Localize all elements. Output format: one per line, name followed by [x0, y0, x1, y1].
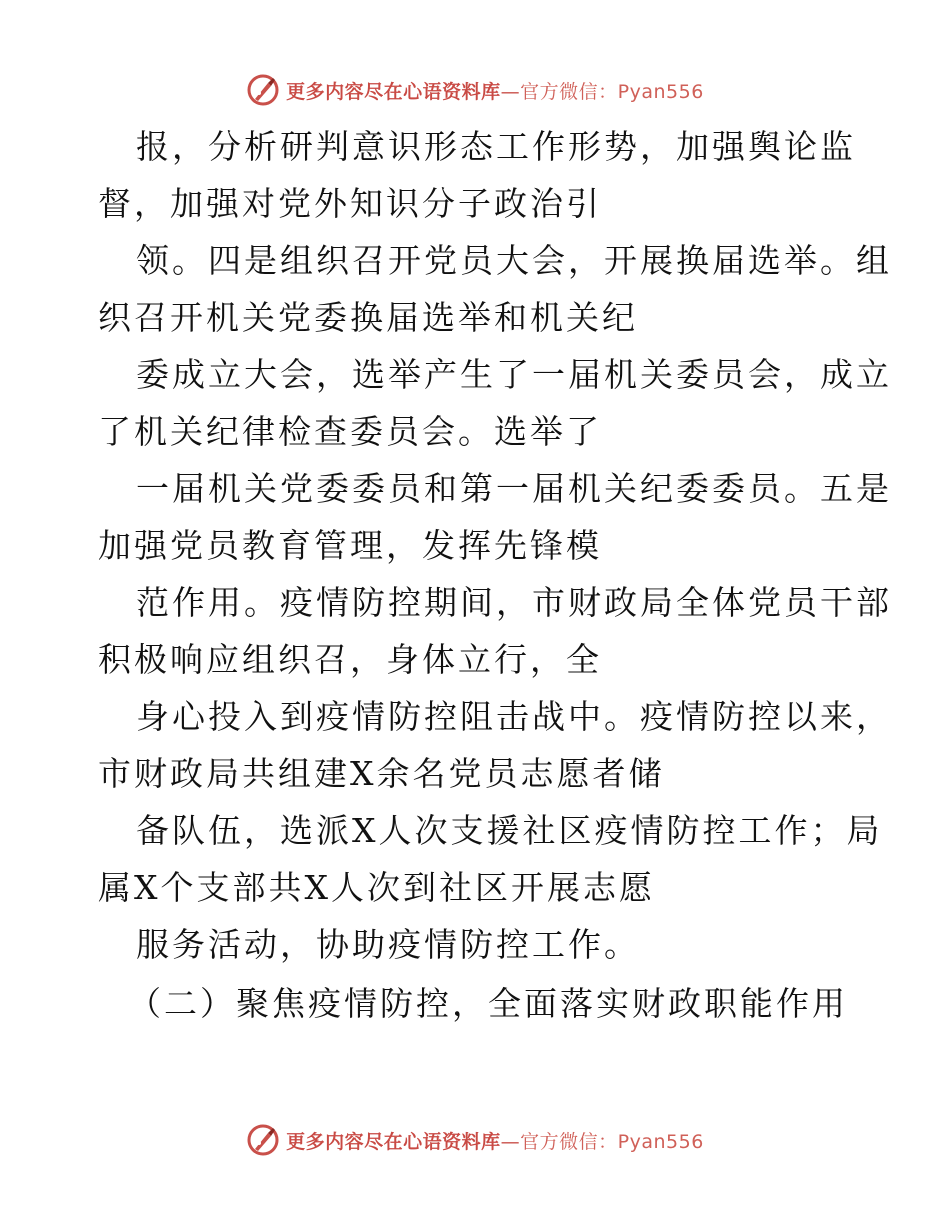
watermark-text: [286, 77, 704, 104]
paragraph-line: 积极响应组织召，身体立行，全: [98, 640, 602, 679]
paragraph-line: 报，分析研判意识形态工作形势，加强舆论监: [136, 127, 856, 166]
paragraph-line: 身心投入到疫情防控阻击战中。疫情防控以来，: [136, 697, 892, 736]
paragraph-line: 了机关纪律检查委员会。选举了: [98, 412, 602, 451]
paragraph-line: 备队伍，选派X人次支援社区疫情防控工作；局: [136, 811, 883, 850]
watermark-text: [286, 1127, 704, 1154]
paragraph-line: 市财政局共组建X余名党员志愿者储: [98, 754, 665, 793]
header-watermark: [0, 70, 950, 110]
quill-logo-icon: [246, 1123, 280, 1157]
footer-watermark: [0, 1120, 950, 1160]
paragraph-line: 范作用。疫情防控期间，市财政局全体党员干部: [136, 583, 892, 622]
paragraph-line: 织召开机关党委换届选举和机关纪: [98, 298, 638, 337]
watermark-separator: —: [500, 1130, 521, 1153]
paragraph-line: 服务活动，协助疫情防控工作。: [136, 925, 640, 964]
watermark-main: 更多内容尽在心语资料库: [286, 1130, 501, 1153]
watermark-main: 更多内容尽在心语资料库: [286, 80, 501, 103]
paragraph-line: 委成立大会，选举产生了一届机关委员会，成立: [136, 355, 892, 394]
quill-logo-icon: [246, 73, 280, 107]
paragraph-line: 督，加强对党外知识分子政治引: [98, 184, 602, 223]
watermark-wechat: 官方微信：Pyan556: [520, 1130, 704, 1153]
watermark-wechat: 官方微信：Pyan556: [520, 80, 704, 103]
paragraph-line: 加强党员教育管理，发挥先锋模: [98, 526, 602, 565]
section-heading: （二）聚焦疫情防控，全面落实财政职能作用: [128, 984, 848, 1023]
paragraph-line: 属X个支部共X人次到社区开展志愿: [98, 868, 655, 907]
paragraph-line: 领。四是组织召开党员大会，开展换届选举。组: [136, 241, 892, 280]
paragraph-line: 一届机关党委委员和第一届机关纪委委员。五是: [136, 469, 892, 508]
watermark-separator: —: [500, 80, 521, 103]
document-body: [98, 118, 892, 1032]
